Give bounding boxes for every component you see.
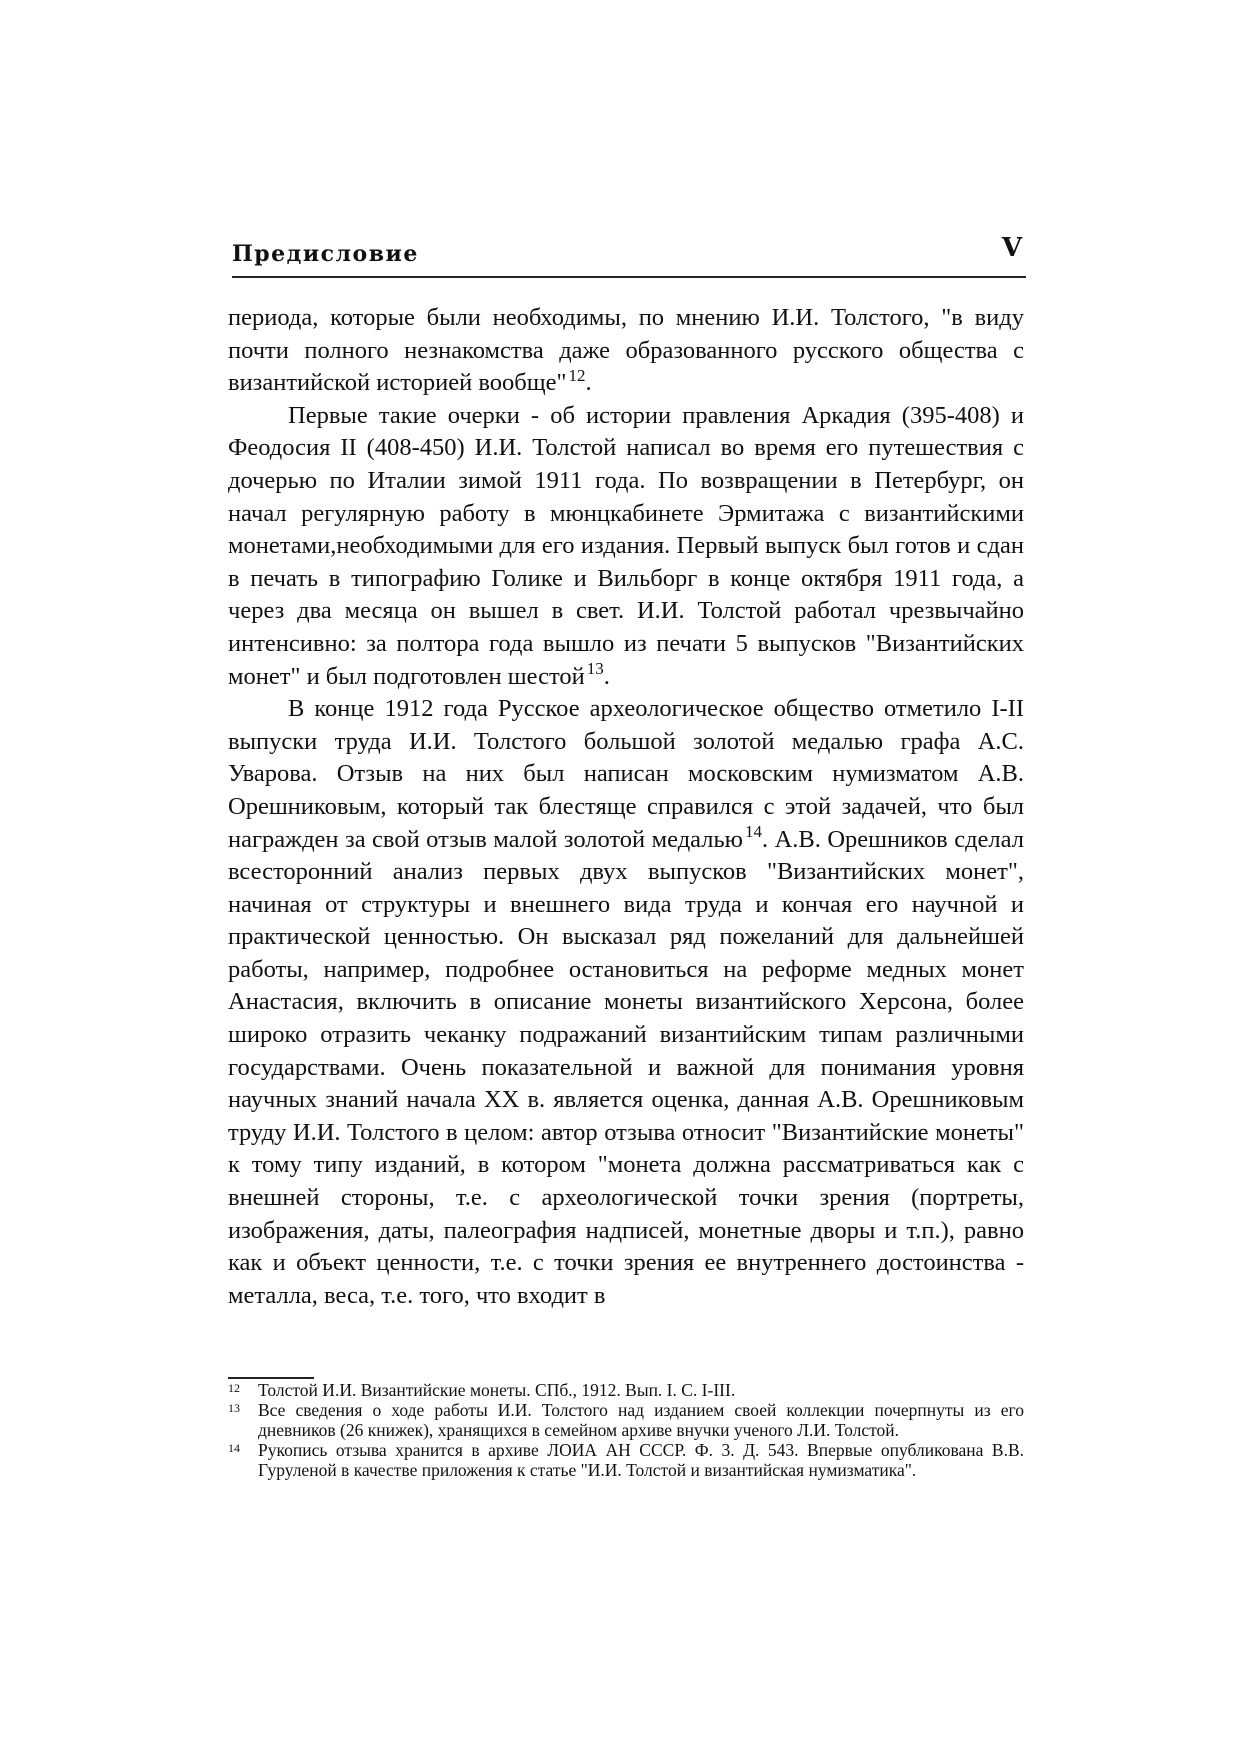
footnote-13 xyxy=(228,1400,1024,1440)
footnote-mark: 14 xyxy=(228,1441,240,1455)
page-number: V xyxy=(1001,233,1022,263)
footnote-ref-13: 13 xyxy=(586,659,604,679)
footnote-text: Рукопись отзыва хранится в архиве ЛОИА АН СССР. Ф. 3. Д. 543. Впервые опубликована В.В. Гуруленой в качестве приложения к статье "И.И. Толстой и византийская нумизматика". xyxy=(258,1440,1024,1480)
paragraph-1 xyxy=(228,302,1024,400)
paragraph-3 xyxy=(228,693,1024,1312)
paragraph-2-text: Первые такие очерки - об истории правления Аркадия (395-408) и Феодосия II (408-450) И.И. Толстой написал во время его путешествия с дочерью по Италии зимой 1911 года. По возвращении в Петербург, он начал регулярную работу в мюнцкабинете Эрмитажа с византийскими монетами,необходимыми для его издания. Первый выпуск был готов и сдан в печать в типографию Голике и Вильборг в конце октября 1911 года, а через два месяца он вышел в свет. И.И. Толстой работал чрезвычайно интенсивно: за полтора года вышло из печати 5 выпусков "Византийских монет" и был подготовлен шестой xyxy=(228,401,1024,690)
footnotes xyxy=(228,1380,1024,1480)
footnote-mark: 12 xyxy=(228,1381,240,1395)
header-rule xyxy=(232,276,1026,278)
footnote-rule xyxy=(228,1377,314,1379)
footnote-text: Толстой И.И. Византийские монеты. СПб., 1912. Вып. I. С. I-III. xyxy=(258,1380,736,1400)
page-header xyxy=(232,233,1026,273)
footnote-14 xyxy=(228,1440,1024,1480)
paragraph-3-text-b: . А.В. Орешников сделал всесторонний анализ первых двух выпусков "Византийских монет", начиная от структуры и внешнего вида труда и кончая его научной и практической ценностью. Он высказал ряд пожеланий для дальнейшей работы, например, подробнее остановиться на реформе медных монет Анастасия, включить в описание монеты византийского Херсона, более широко отразить чеканку подражаний византийским типам различными государствами. Очень показательной и важной для понимания уровня научных знаний начала XX в. является оценка, данная А.В. Орешниковым труду И.И. Толстого в целом: автор отзыва относит "Византийские монеты" к тому типу изданий, в котором "монета должна рассматриваться как с внешней стороны, т.е. с археологической точки зрения (портреты, изображения, даты, палеография надписей, монетные дворы и т.п.), равно как и объект ценности, т.е. с точки зрения ее внутреннего достоинства - металла, веса, т.е. того, что входит в xyxy=(228,825,1024,1309)
paragraph-1-tail: . xyxy=(585,369,592,397)
paragraph-2 xyxy=(228,400,1024,693)
paragraph-3-text-a: В конце 1912 года Русское археологическое общество отметило I-II выпуски труда И.И. Толстого большой золотой медалью графа А.С. Уварова. Отзыв на них был написан московским нумизматом А.В. Орешниковым, который так блестяще справился с этой задачей, что был награжден за свой отзыв малой золотой медалью xyxy=(228,695,1024,853)
footnote-ref-14: 14 xyxy=(744,822,762,842)
footnote-12 xyxy=(228,1380,1024,1400)
footnote-text: Все сведения о ходе работы И.И. Толстого над изданием своей коллекции почерпнуты из его дневников (26 книжек), хранящихся в семейном архиве внучки ученого Л.И. Толстой. xyxy=(258,1400,1024,1440)
paragraph-2-tail: . xyxy=(603,662,610,690)
footnote-mark: 13 xyxy=(228,1401,240,1415)
paragraph-1-text: периода, которые были необходимы, по мнению И.И. Толстого, "в виду почти полного незнакомства даже образованного русского общества с византийской историей вообще" xyxy=(228,304,1024,397)
footnote-ref-12: 12 xyxy=(568,366,586,386)
running-head: Предисловие xyxy=(232,241,419,267)
main-text xyxy=(228,302,1024,1312)
